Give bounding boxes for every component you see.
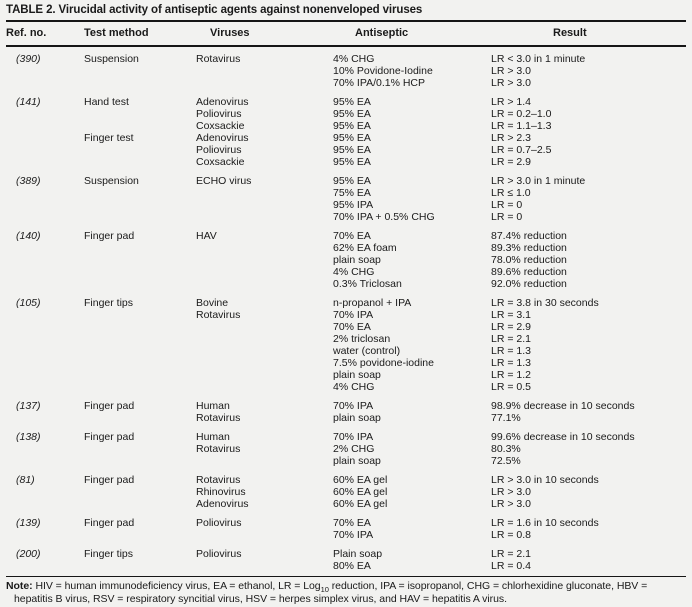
result-cell: LR = 0.7–2.5 <box>491 144 552 156</box>
table-row <box>6 175 686 187</box>
table-row <box>6 144 686 156</box>
table-row <box>6 345 686 357</box>
antiseptic-cell: 70% IPA + 0.5% CHG <box>333 211 435 223</box>
table-row <box>6 96 686 108</box>
virus-cell: Rhinovirus <box>196 486 246 498</box>
antiseptic-cell: 95% EA <box>333 96 371 108</box>
result-cell: LR ≤ 1.0 <box>491 187 531 199</box>
table-row-group <box>6 474 686 510</box>
virus-cell: Poliovirus <box>196 517 242 529</box>
ref-no-cell <box>6 529 84 541</box>
test-method-cell <box>84 498 196 510</box>
test-method-cell <box>84 369 196 381</box>
table-row <box>6 400 686 412</box>
test-method-cell <box>84 187 196 199</box>
virus-cell: Human <box>196 431 230 443</box>
antiseptic-cell: 60% EA gel <box>333 486 388 498</box>
table-row <box>6 108 686 120</box>
table-row <box>6 486 686 498</box>
test-method-cell <box>84 321 196 333</box>
antiseptic-cell: 60% EA gel <box>333 474 388 486</box>
result-cell: LR = 3.1 <box>491 309 531 321</box>
antiseptic-cell: 4% CHG <box>333 266 375 278</box>
virus-cell <box>196 266 333 278</box>
antiseptic-cell: 70% IPA <box>333 529 374 541</box>
test-method-cell <box>84 144 196 156</box>
result-cell: LR = 0 <box>491 211 523 223</box>
virus-cell <box>196 211 333 223</box>
ref-no-cell: (138) <box>16 431 41 443</box>
table-row <box>6 156 686 168</box>
table-row <box>6 211 686 223</box>
table-row <box>6 381 686 393</box>
table-row <box>6 53 686 65</box>
table-row <box>6 120 686 132</box>
ref-no-cell <box>6 242 84 254</box>
test-method-cell <box>84 529 196 541</box>
table-row <box>6 187 686 199</box>
antiseptic-cell: plain soap <box>333 254 381 266</box>
ref-no-cell: (140) <box>16 230 41 242</box>
virus-cell <box>196 187 333 199</box>
virus-cell: Rotavirus <box>196 443 241 455</box>
ref-no-cell: (139) <box>16 517 41 529</box>
test-method-cell <box>84 455 196 467</box>
table-header-row <box>6 22 686 45</box>
test-method-cell <box>84 560 196 572</box>
ref-no-cell <box>6 266 84 278</box>
result-cell: LR = 2.9 <box>491 321 531 333</box>
table-row <box>6 412 686 424</box>
result-cell: 78.0% reduction <box>491 254 567 266</box>
result-cell: 99.6% decrease in 10 seconds <box>491 431 635 443</box>
table-row <box>6 333 686 345</box>
virus-cell: Rotavirus <box>196 412 241 424</box>
antiseptic-cell: 4% CHG <box>333 53 375 65</box>
result-cell: LR > 3.0 <box>491 65 531 77</box>
antiseptic-cell: 75% EA <box>333 187 371 199</box>
virus-cell: Poliovirus <box>196 108 242 120</box>
ref-no-cell <box>6 156 84 168</box>
antiseptic-cell: 70% EA <box>333 230 371 242</box>
virus-cell: Poliovirus <box>196 548 242 560</box>
table-row <box>6 369 686 381</box>
table-body <box>6 53 686 572</box>
table-row <box>6 498 686 510</box>
table-row <box>6 357 686 369</box>
antiseptic-cell: plain soap <box>333 455 381 467</box>
ref-no-cell <box>6 144 84 156</box>
virus-cell <box>196 333 333 345</box>
result-cell: LR = 3.8 in 30 seconds <box>491 297 599 309</box>
test-method-cell <box>84 443 196 455</box>
virus-cell <box>196 77 333 89</box>
antiseptic-cell: 70% IPA <box>333 431 374 443</box>
table-row <box>6 529 686 541</box>
table-row <box>6 548 686 560</box>
antiseptic-cell: 95% EA <box>333 156 371 168</box>
virus-cell <box>196 199 333 211</box>
ref-no-cell <box>6 357 84 369</box>
test-method-cell <box>84 156 196 168</box>
ref-no-cell <box>6 309 84 321</box>
antiseptic-cell: 95% EA <box>333 132 371 144</box>
antiseptic-cell: 95% EA <box>333 144 371 156</box>
ref-no-cell <box>6 345 84 357</box>
test-method-cell <box>84 381 196 393</box>
antiseptic-cell: 2% CHG <box>333 443 375 455</box>
virus-cell: Coxsackie <box>196 156 245 168</box>
ref-no-cell <box>6 77 84 89</box>
test-method-cell: Finger tips <box>84 548 134 560</box>
table-row <box>6 297 686 309</box>
test-method-cell <box>84 242 196 254</box>
result-cell: LR > 3.0 <box>491 486 531 498</box>
antiseptic-cell: 95% EA <box>333 120 371 132</box>
virus-cell <box>196 65 333 77</box>
footnote-text-2: reduction, IPA = isopropanol, CHG = chlorhexidine gluconate, HBV = hepatitis B virus, RSV = respiratory syncitial virus, HSV = herpes simplex virus, and HAV = hepatitis A virus. <box>14 580 648 605</box>
test-method-cell <box>84 211 196 223</box>
table-row-group <box>6 431 686 467</box>
test-method-cell: Suspension <box>84 175 139 187</box>
antiseptic-cell: 70% IPA <box>333 400 374 412</box>
footnote <box>6 577 686 605</box>
ref-no-cell: (390) <box>16 53 41 65</box>
ref-no-cell <box>6 412 84 424</box>
result-cell: LR = 0.4 <box>491 560 531 572</box>
test-method-cell <box>84 108 196 120</box>
virus-cell: Coxsackie <box>196 120 245 132</box>
result-cell: 72.5% <box>491 455 521 467</box>
virus-cell: Adenovirus <box>196 132 249 144</box>
result-cell: LR > 3.0 in 10 seconds <box>491 474 599 486</box>
ref-no-cell: (141) <box>16 96 41 108</box>
antiseptic-cell: 95% EA <box>333 175 371 187</box>
column-header-antiseptic: Antiseptic <box>355 27 409 39</box>
table-row <box>6 132 686 144</box>
test-method-cell <box>84 120 196 132</box>
virus-cell <box>196 560 333 572</box>
virus-cell: HAV <box>196 230 217 242</box>
test-method-cell <box>84 254 196 266</box>
result-cell: LR = 1.6 in 10 seconds <box>491 517 599 529</box>
ref-no-cell <box>6 120 84 132</box>
test-method-cell <box>84 266 196 278</box>
virus-cell: Rotavirus <box>196 53 241 65</box>
virus-cell <box>196 278 333 290</box>
test-method-cell: Finger pad <box>84 474 135 486</box>
ref-no-cell <box>6 455 84 467</box>
antiseptic-cell: 70% EA <box>333 321 371 333</box>
test-method-cell <box>84 77 196 89</box>
result-cell: LR > 3.0 in 1 minute <box>491 175 586 187</box>
ref-no-cell <box>6 560 84 572</box>
test-method-cell: Finger pad <box>84 517 135 529</box>
antiseptic-cell: 2% triclosan <box>333 333 391 345</box>
column-header-result: Result <box>553 27 587 39</box>
ref-no-cell: (200) <box>16 548 41 560</box>
antiseptic-cell: 4% CHG <box>333 381 375 393</box>
ref-no-cell <box>6 187 84 199</box>
test-method-cell <box>84 486 196 498</box>
antiseptic-cell: plain soap <box>333 412 381 424</box>
antiseptic-cell: n-propanol + IPA <box>333 297 412 309</box>
antiseptic-cell: plain soap <box>333 369 381 381</box>
virus-cell: Poliovirus <box>196 144 242 156</box>
ref-no-cell <box>6 381 84 393</box>
test-method-cell <box>84 357 196 369</box>
table-row-group <box>6 517 686 541</box>
test-method-cell: Finger tips <box>84 297 134 309</box>
result-cell: LR = 0 <box>491 199 523 211</box>
test-method-cell <box>84 278 196 290</box>
virus-cell: Human <box>196 400 230 412</box>
result-cell: LR = 1.1–1.3 <box>491 120 552 132</box>
virus-cell <box>196 242 333 254</box>
virus-cell <box>196 357 333 369</box>
test-method-cell <box>84 309 196 321</box>
virus-cell: Rotavirus <box>196 474 241 486</box>
virus-cell: ECHO virus <box>196 175 252 187</box>
test-method-cell <box>84 412 196 424</box>
antiseptic-cell: 70% IPA/0.1% HCP <box>333 77 426 89</box>
test-method-cell <box>84 199 196 211</box>
test-method-cell: Hand test <box>84 96 129 108</box>
ref-no-cell <box>6 132 84 144</box>
antiseptic-cell: 95% IPA <box>333 199 374 211</box>
result-cell: LR = 2.1 <box>491 548 531 560</box>
table-row-group <box>6 297 686 393</box>
ref-no-cell <box>6 333 84 345</box>
antiseptic-cell: 70% EA <box>333 517 371 529</box>
column-header-test-method: Test method <box>84 27 149 39</box>
ref-no-cell <box>6 369 84 381</box>
table-row <box>6 517 686 529</box>
result-cell: LR = 2.1 <box>491 333 531 345</box>
table-row-group <box>6 96 686 168</box>
table-row <box>6 278 686 290</box>
test-method-cell <box>84 333 196 345</box>
table-row <box>6 560 686 572</box>
antiseptic-cell: 10% Povidone-Iodine <box>333 65 433 77</box>
table-row-group <box>6 175 686 223</box>
rule-under-header <box>6 45 686 47</box>
ref-no-cell <box>6 199 84 211</box>
table-row-group <box>6 53 686 89</box>
result-cell: 89.3% reduction <box>491 242 567 254</box>
result-cell: LR = 0.2–1.0 <box>491 108 552 120</box>
ref-no-cell <box>6 498 84 510</box>
ref-no-cell <box>6 211 84 223</box>
table-row <box>6 443 686 455</box>
footnote-text-1: HIV = human immunodeficiency virus, EA = ethanol, LR = Log <box>32 580 321 592</box>
ref-no-cell <box>6 443 84 455</box>
antiseptic-cell: 0.3% Triclosan <box>333 278 402 290</box>
virus-cell: Adenovirus <box>196 498 249 510</box>
test-method-cell: Finger pad <box>84 230 135 242</box>
antiseptic-cell: 80% EA <box>333 560 371 572</box>
result-cell: LR = 0.8 <box>491 529 531 541</box>
antiseptic-cell: 95% EA <box>333 108 371 120</box>
virus-cell <box>196 369 333 381</box>
test-method-cell <box>84 65 196 77</box>
result-cell: LR = 1.3 <box>491 357 531 369</box>
test-method-cell: Finger pad <box>84 400 135 412</box>
virus-cell: Adenovirus <box>196 96 249 108</box>
virus-cell <box>196 321 333 333</box>
virus-cell: Rotavirus <box>196 309 241 321</box>
result-cell: 98.9% decrease in 10 seconds <box>491 400 635 412</box>
result-cell: LR = 1.2 <box>491 369 531 381</box>
test-method-cell: Suspension <box>84 53 139 65</box>
test-method-cell <box>84 345 196 357</box>
table-row <box>6 65 686 77</box>
table-row <box>6 455 686 467</box>
result-cell: 87.4% reduction <box>491 230 567 242</box>
result-cell: 80.3% <box>491 443 521 455</box>
antiseptic-cell: water (control) <box>333 345 401 357</box>
test-method-cell: Finger pad <box>84 431 135 443</box>
footnote-subscript: 10 <box>320 585 329 595</box>
ref-no-cell: (105) <box>16 297 41 309</box>
table-title: TABLE 2. Virucidal activity of antiseptic agents against nonenveloped viruses <box>6 4 423 16</box>
column-header-viruses: Viruses <box>210 27 250 39</box>
result-cell: LR < 3.0 in 1 minute <box>491 53 586 65</box>
result-cell: LR = 1.3 <box>491 345 531 357</box>
antiseptic-cell: 62% EA foam <box>333 242 397 254</box>
result-cell: 77.1% <box>491 412 521 424</box>
table-row-group <box>6 548 686 572</box>
table-row <box>6 431 686 443</box>
table-row <box>6 309 686 321</box>
result-cell: LR > 1.4 <box>491 96 531 108</box>
ref-no-cell: (137) <box>16 400 41 412</box>
ref-no-cell <box>6 321 84 333</box>
virus-cell <box>196 381 333 393</box>
ref-no-cell <box>6 254 84 266</box>
table-row <box>6 266 686 278</box>
table-row <box>6 321 686 333</box>
antiseptic-cell: 7.5% povidone-iodine <box>333 357 434 369</box>
virus-cell <box>196 455 333 467</box>
result-cell: LR = 2.9 <box>491 156 531 168</box>
virus-cell: Bovine <box>196 297 229 309</box>
test-method-cell: Finger test <box>84 132 134 144</box>
result-cell: LR > 2.3 <box>491 132 531 144</box>
column-header-ref-no: Ref. no. <box>6 27 47 39</box>
result-cell: LR = 0.5 <box>491 381 531 393</box>
footnote-label: Note: <box>6 580 33 592</box>
table-row-group <box>6 230 686 290</box>
table-row <box>6 474 686 486</box>
virus-cell <box>196 345 333 357</box>
result-cell: 92.0% reduction <box>491 278 567 290</box>
virus-cell <box>196 529 333 541</box>
result-cell: 89.6% reduction <box>491 266 567 278</box>
ref-no-cell: (81) <box>16 474 35 486</box>
table-row <box>6 254 686 266</box>
ref-no-cell <box>6 486 84 498</box>
table-row <box>6 242 686 254</box>
table-row <box>6 199 686 211</box>
virus-cell <box>196 254 333 266</box>
ref-no-cell <box>6 65 84 77</box>
table-row <box>6 77 686 89</box>
antiseptic-cell: 70% IPA <box>333 309 374 321</box>
ref-no-cell <box>6 278 84 290</box>
table-row-group <box>6 400 686 424</box>
antiseptic-cell: 60% EA gel <box>333 498 388 510</box>
ref-no-cell: (389) <box>16 175 41 187</box>
table-row <box>6 230 686 242</box>
antiseptic-cell: Plain soap <box>333 548 383 560</box>
result-cell: LR > 3.0 <box>491 77 531 89</box>
ref-no-cell <box>6 108 84 120</box>
result-cell: LR > 3.0 <box>491 498 531 510</box>
